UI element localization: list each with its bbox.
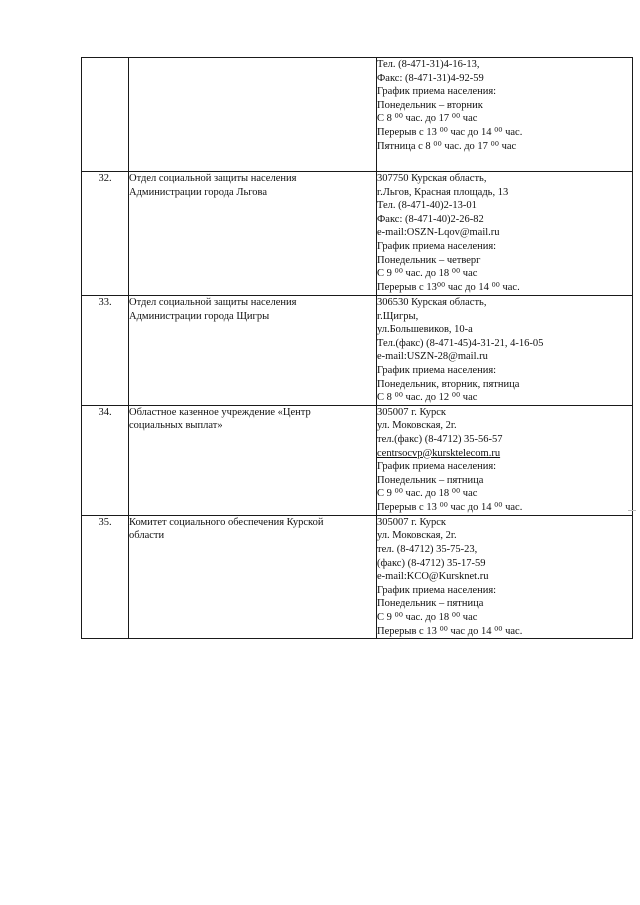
name-line: Отдел социальной защиты населения [129,297,297,308]
contact-line: С 8 ⁰⁰ час. до 12 ⁰⁰ час [377,392,478,404]
contact-line: График приема населения: [377,584,497,596]
contact-line: Понедельник – пятница [377,474,484,486]
organization-name [129,405,377,515]
contact-line: График приема населения: [377,240,497,252]
contact-line: Факс: (8-471-40)2-26-82 [377,213,484,225]
organization-name [129,58,377,172]
contact-line: тел. (8-4712) 35-75-23, [377,543,478,555]
contact-info [377,296,633,406]
contact-line: (факс) (8-4712) 35-17-59 [377,557,486,569]
table-row [82,58,633,172]
contact-line: Понедельник – четверг [377,254,481,266]
name-line: социальных выплат» [129,420,223,432]
contact-line: Перерыв с 13 ⁰⁰ час до 14 ⁰⁰ час. [377,126,523,138]
contact-line: г.Льгов, Красная площадь, 13 [377,186,509,198]
table-row [82,296,633,406]
contact-line: График приема населения: [377,86,497,98]
table-row [82,515,633,638]
contact-line: Пятница с 8 ⁰⁰ час. до 17 ⁰⁰ час [377,140,517,152]
contact-line: Перерыв с 13 ⁰⁰ час до 14 ⁰⁰ час. [377,625,523,637]
name-line: области [129,530,165,542]
contact-info [377,515,633,638]
row-number: 34. [82,405,129,515]
organization-name [129,172,377,296]
email-link[interactable]: e-mail:USZN-28@mail.ru [377,351,488,363]
name-line: Администрации города Щигры [129,310,270,322]
contact-info [377,405,633,515]
scan-mark [628,510,636,511]
row-number: 32. [82,172,129,296]
contact-line: Понедельник – пятница [377,598,484,610]
contact-line: Понедельник, вторник, пятница [377,378,520,390]
contact-line: С 8 ⁰⁰ час. до 17 ⁰⁰ час [377,113,478,125]
contact-line: г.Щигры, [377,310,419,322]
row-number [82,58,129,172]
row-number: 35. [82,515,129,638]
contacts-table [81,57,633,639]
contact-line: 306530 Курская область, [377,297,487,308]
contact-line: 305007 г. Курск [377,516,446,528]
contact-line: тел.(факс) (8-4712) 35-56-57 [377,433,503,445]
name-line: Отдел социальной защиты населения [129,173,297,184]
contact-line: Тел. (8-471-31)4-16-13, [377,59,480,70]
contact-line: ул. Моковская, 2г. [377,530,457,542]
contact-line: С 9 ⁰⁰ час. до 18 ⁰⁰ час [377,268,478,280]
contact-line: Тел.(факс) (8-471-45)4-31-21, 4-16-05 [377,337,544,349]
email-link[interactable]: e-mail:OSZN-Lqov@mail.ru [377,227,500,239]
contact-line: ул.Большевиков, 10-а [377,324,473,336]
contact-line: График приема населения: [377,461,497,473]
contact-line: Тел. (8-471-40)2-13-01 [377,200,477,212]
contact-line: Факс: (8-471-31)4-92-59 [377,72,484,84]
name-line: Администрации города Льгова [129,186,268,198]
contact-info [377,172,633,296]
organization-name [129,296,377,406]
contact-line: 305007 г. Курск [377,406,446,418]
contact-line: График приема населения: [377,364,497,376]
row-number: 33. [82,296,129,406]
table-row [82,172,633,296]
contact-line: Перерыв с 13⁰⁰ час до 14 ⁰⁰ час. [377,281,520,293]
contact-line: С 9 ⁰⁰ час. до 18 ⁰⁰ час [377,611,478,623]
contact-line: Понедельник – вторник [377,99,483,111]
name-line: Комитет социального обеспечения Курской [129,516,324,528]
contact-line: 307750 Курская область, [377,173,487,184]
email-link[interactable]: centrsocvp@kursktelecom.ru [377,447,501,459]
organization-name [129,515,377,638]
contact-line: Перерыв с 13 ⁰⁰ час до 14 ⁰⁰ час. [377,501,523,513]
email-link[interactable]: e-mail:KCO@Kursknet.ru [377,571,489,583]
contact-line: С 9 ⁰⁰ час. до 18 ⁰⁰ час [377,488,478,500]
name-line: Областное казенное учреждение «Центр [129,406,311,418]
table-row [82,405,633,515]
contact-line: ул. Моковская, 2г. [377,420,457,432]
contact-info [377,58,633,172]
